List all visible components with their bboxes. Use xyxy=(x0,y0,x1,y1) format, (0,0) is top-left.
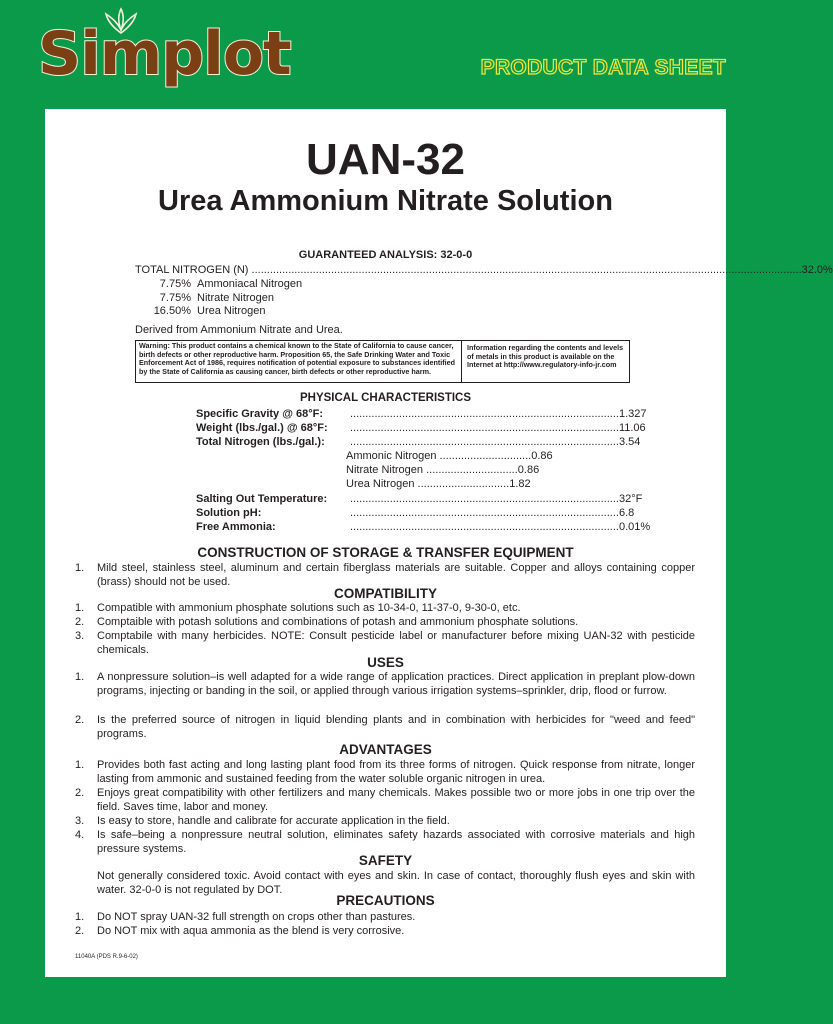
section-heading-precautions: PRECAUTIONS xyxy=(336,893,435,908)
list-item xyxy=(75,670,695,698)
physical-value: 0.01% xyxy=(618,521,651,533)
total-nitrogen-value: 32.0% xyxy=(801,264,833,276)
header xyxy=(0,0,768,108)
section-heading-safety: SAFETY xyxy=(358,853,413,868)
guaranteed-analysis-heading: GUARANTEED ANALYSIS: 32-0-0 xyxy=(298,249,473,261)
item-text: Do NOT mix with aqua ammonia as the blend is very corrosive. xyxy=(97,925,405,937)
leader-dots: .............................. xyxy=(423,464,518,476)
list-item xyxy=(75,924,695,938)
physical-value: 6.8 xyxy=(618,507,635,519)
item-number: 4. xyxy=(75,829,85,841)
physical-label: Free Ammonia: xyxy=(196,521,276,533)
physical-value: 11.06 xyxy=(618,422,646,434)
analysis-component xyxy=(135,292,274,304)
physical-label: Specific Gravity @ 68°F: xyxy=(196,408,324,420)
document-type: PRODUCT DATA SHEET xyxy=(480,56,726,79)
item-number: 1. xyxy=(75,759,85,771)
section-heading-compatibility: COMPATIBILITY xyxy=(334,586,437,601)
item-text: Is easy to store, handle and calibrate for accurate application in the field. xyxy=(97,815,450,827)
warning-box xyxy=(135,340,630,383)
analysis-component xyxy=(135,278,302,290)
leader-dots: ........................................................................................ xyxy=(350,507,619,519)
simplot-logo xyxy=(38,8,291,96)
breakdown-label: Urea Nitrogen xyxy=(346,478,415,490)
component-name: Nitrate Nitrogen xyxy=(197,292,275,304)
item-text: Is safe–being a nonpressure neutral solution, eliminates safety hazards associated with corrosive materials and high pressure systems. xyxy=(97,829,695,855)
item-number: 1. xyxy=(75,602,85,614)
metals-info: Information regarding the contents and levels of metals in this product is available on the Internet at http://www.regulatory-info-jr.com xyxy=(467,343,624,370)
list-item xyxy=(75,786,695,814)
item-number: 1. xyxy=(75,911,85,923)
item-number: 1. xyxy=(75,671,85,683)
breakdown-label: Ammonic Nitrogen xyxy=(346,450,437,462)
derived-from: Derived from Ammonium Nitrate and Urea. xyxy=(135,324,343,336)
physical-label: Solution pH: xyxy=(196,507,262,519)
item-number: 2. xyxy=(75,616,85,628)
total-nitrogen-line xyxy=(135,264,833,276)
breakdown-label: Nitrate Nitrogen xyxy=(346,464,424,476)
section-heading-uses: USES xyxy=(367,655,404,670)
physical-characteristics-heading: PHYSICAL CHARACTERISTICS xyxy=(299,392,472,404)
product-subtitle: Urea Ammonium Nitrate Solution xyxy=(158,185,613,217)
product-title: UAN-32 xyxy=(306,135,465,184)
item-text: Mild steel, stainless steel, aluminum and certain fiberglass materials are suitable. Copper and alloys containing copper (brass) should not be used. xyxy=(97,562,695,588)
item-text: Provides both fast acting and long lasting plant food from its three forms of nitrogen. Quick response from nitrate, longer lasting from ammonic and sustained feeding from the water soluble organic nitrogen in urea. xyxy=(97,759,695,785)
item-number: 3. xyxy=(75,630,85,642)
physical-value: 32°F xyxy=(618,493,643,505)
list-item xyxy=(75,910,695,924)
total-nitrogen-label: TOTAL NITROGEN (N) xyxy=(135,264,249,276)
section-heading-advantages: ADVANTAGES xyxy=(339,742,432,757)
nitrogen-breakdown-row xyxy=(346,478,531,490)
component-name: Ammoniacal Nitrogen xyxy=(197,278,303,290)
item-text: Do NOT spray UAN-32 full strength on crops other than pastures. xyxy=(97,911,416,923)
leader-dots: ........................................................................................ xyxy=(350,493,619,505)
leader-dots: .............................. xyxy=(414,478,510,490)
data-sheet xyxy=(45,109,833,977)
component-name: Urea Nitrogen xyxy=(197,305,266,317)
item-text: A nonpressure solution–is well adapted for a wide range of application practices. Direct application in preplant plow-down programs, injecting or banding in the soil, or applied through various irrigation systems–sprinkler, drip, flood or furrow. xyxy=(97,671,695,697)
item-text: Is the preferred source of nitrogen in liquid blending plants and in combination with herbicides for "weed and feed" programs. xyxy=(97,714,695,740)
list-item xyxy=(75,758,695,786)
list-item xyxy=(75,629,695,657)
leader-dots: ........................................................................................ xyxy=(350,436,619,448)
item-number: 3. xyxy=(75,815,85,827)
list-item xyxy=(75,561,695,589)
physical-label: Total Nitrogen (lbs./gal.): xyxy=(196,436,325,448)
nitrogen-breakdown-row xyxy=(346,464,540,476)
safety-text: Not generally considered toxic. Avoid contact with eyes and skin. In case of contact, thoroughly flush eyes and skin with water. 32-0-0 is not regulated by DOT. xyxy=(97,870,695,896)
component-pct: 16.50% xyxy=(153,305,191,317)
leader-dots: .............................. xyxy=(436,450,532,462)
document-code: 11040A (PDS R.9-6-02) xyxy=(75,954,138,960)
leader-dots: .................................................................................................................................................................................... xyxy=(248,264,802,276)
item-number: 2. xyxy=(75,714,85,726)
breakdown-value: 0.86 xyxy=(517,464,540,476)
physical-value: 1.327 xyxy=(618,408,647,420)
list-item xyxy=(75,601,695,615)
analysis-component xyxy=(135,305,265,317)
item-text: Compatible with ammonium phosphate solutions such as 10-34-0, 11-37-0, 9-30-0, etc. xyxy=(97,602,521,614)
list-item xyxy=(75,713,695,741)
component-pct: 7.75% xyxy=(159,278,191,290)
physical-label: Salting Out Temperature: xyxy=(196,493,328,505)
leader-dots: ........................................................................................ xyxy=(350,521,619,533)
leader-dots: ........................................................................................ xyxy=(350,422,619,434)
list-item xyxy=(75,814,695,828)
list-item xyxy=(75,615,695,629)
brand-name: Simplot xyxy=(38,19,291,89)
physical-value: 3.54 xyxy=(618,436,641,448)
item-text: Comptaible with potash solutions and combinations of potash and ammonium phosphate solutions. xyxy=(97,616,579,628)
item-text: Comptabile with many herbicides. NOTE: Consult pesticide label or manufacturer before mixing UAN-32 with pesticide chemicals. xyxy=(97,630,695,656)
component-pct: 7.75% xyxy=(159,292,191,304)
item-text: Enjoys great compatibility with other fertilizers and many chemicals. Makes possible two or more jobs in one trip over the field. Saves time, labor and money. xyxy=(97,787,695,813)
item-number: 1. xyxy=(75,562,85,574)
list-item xyxy=(75,828,695,856)
breakdown-value: 1.82 xyxy=(509,478,531,490)
breakdown-value: 0.86 xyxy=(531,450,553,462)
item-number: 2. xyxy=(75,787,85,799)
prop65-warning: Warning: This product contains a chemical known to the State of California to cause cancer, birth defects or other reproductive harm. Proposition 65, the Safe Drinking Water and Toxic Enforcement Act of 1986, requires notification of potential exposure to substances identified by the State of California as causing cancer, birth defects or other reproductive harm. xyxy=(136,341,462,382)
section-heading-construction: CONSTRUCTION OF STORAGE & TRANSFER EQUIPMENT xyxy=(197,545,574,560)
leader-dots: ........................................................................................ xyxy=(350,408,619,420)
physical-label: Weight (lbs./gal.) @ 68°F: xyxy=(196,422,328,434)
item-number: 2. xyxy=(75,925,85,937)
nitrogen-breakdown-row xyxy=(346,450,553,462)
